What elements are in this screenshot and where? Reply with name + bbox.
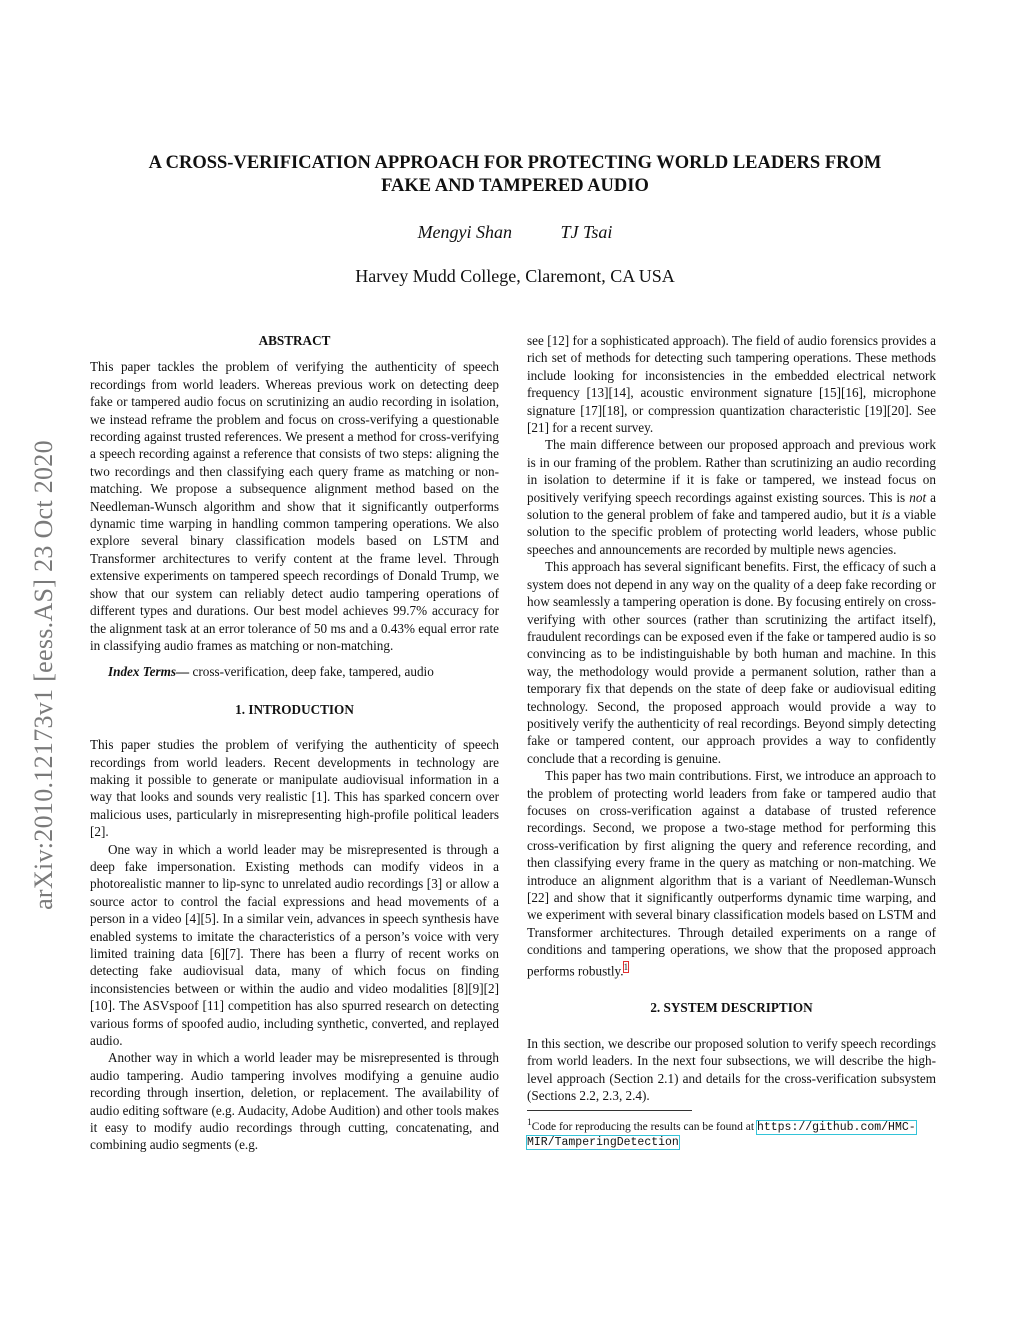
right-column [527,332,936,1150]
intro-paragraph-1: This paper studies the problem of verifying the authenticity of speech recordings from world leaders. Recent developments in technology are making it possible to generate or manipulate audiovisual information in a way that looks and sounds very realistic [1]. This has sparked concern over malicious uses, particularly in misrepresenting high-profile political leaders [2]. [90,737,499,840]
paper-title [100,152,930,198]
affiliation: Harvey Mudd College, Claremont, CA USA [355,266,675,286]
system-heading: 2. SYSTEM DESCRIPTION [650,1000,813,1016]
system-paragraph-1: In this section, we describe our proposed solution to verify speech recordings from world leaders. In the next four subsections, we will describe the high-level approach (Section 2.1) and details for the cross-verification subsystem (Sections 2.2, 2.3, 2.4). [527,1035,936,1104]
footnote-rule [527,1110,692,1111]
intro-paragraph-6 [527,767,936,979]
p4-part-c: a viable solution to the specific problem of protecting world leaders, whose public speeches and announcements are recorded by multiple news agencies. [527,507,936,557]
footnote-text: Code for reproducing the results can be found at [531,1121,757,1134]
footnote-number: 1 [527,1117,532,1129]
footnote [527,1115,936,1150]
footnote-url-link[interactable]: https://github.com/HMC-MIR/TamperingDetection [527,1121,916,1150]
p4-emph-not: not [909,489,927,505]
index-terms [90,663,499,680]
intro-paragraph-3-continued: see [12] for a sophisticated approach). The field of audio forensics provides a rich set of methods for detecting such tampering operations. These methods include looking for inconsistencies in the embedded electrical network frequency [13][14], acoustic environment signature [15][16], microphone signature [17][18], or compression quantization characteristic [19][20]. See [21] for a recent survey. [527,333,936,436]
arxiv-stamp [22,345,66,1005]
p6-text: This paper has two main contributions. First, we introduce an approach to the problem of protecting world leaders from fake or tampered audio that focuses on cross-verification against a database of trusted reference recordings. Second, we propose a two-stage method for performing this cross-verification by first aligning the query and reference recording, and then classifying every frame in the query as matching or non-matching. We introduce an alignment algorithm that is a variant of Needleman-Wunsch [22] and show that it significantly outperforms dynamic time warping, and we experiment with several binary classification models based on LSTM and Transformer architectures. Through detailed experiments on a range of conditions and tampering operations, we show that the proposed approach performs robustly. [527,768,936,979]
p4-part-a: The main difference between our proposed approach and previous work is in our framing of the problem. Rather than scrutinizing an audio recording in isolation to determine if it is fake or tampered, we instead focus on positively verifying speech recordings against existing sources. This is [527,437,936,505]
left-column [90,332,499,1154]
intro-paragraph-3: Another way in which a world leader may be misrepresented is through audio tampering. Audio tampering involves modifying a genuine audio recording through insertion, deletion, or replacement. The availability of audio editing software (e.g. Audacity, Adobe Audition) and other tools makes it easy to modify audio recordings through cutting, concatenating, and combining audio segments (e.g. [90,1050,499,1153]
authors [100,222,930,243]
abstract-text: This paper tackles the problem of verifying the authenticity of speech recordings from world leaders. Whereas previous work on detecting deep fake or tampered audio focus on scrutinizing an audio recording in isolation, we instead reframe the problem and focus on cross-verifying a questionable recording against trusted references. We present a method for cross-verifying a speech recording against a reference that consists of two steps: aligning the two recordings and then classifying each query frame as matching or non-matching. We propose a subsequence alignment method based on the Needleman-Wunsch algorithm and show that it significantly outperforms dynamic time warping in handling common tampering operations. We also explore several binary classification models based on LSTM and Transformer architectures to verify content at the frame level. Through extensive experiments on tampered speech recordings of Donald Trump, we show that our system can reliably detect audio tampering operations of different types and durations. Our best model achieves 99.7% accuracy for the alignment task at an error tolerance of 50 ms and a 0.43% equal error rate in classifying audio frames as matching or non-matching. [90,359,499,653]
index-terms-label: Index Terms— [108,664,190,680]
intro-paragraph-4 [527,436,936,558]
abstract-heading: ABSTRACT [258,333,331,348]
p4-emph-is: is [881,507,891,523]
paper-title-line-1: A CROSS-VERIFICATION APPROACH FOR PROTECTING WORLD LEADERS FROM [148,153,882,173]
paper-title-line-2: FAKE AND TAMPERED AUDIO [381,176,649,196]
intro-paragraph-5: This approach has several significant benefits. First, the efficacy of such a system does not depend in any way on the quality of a deep fake recording or how seamlessly a tampering operation is done. By focusing entirely on cross-verifying with other sources (rather than scrutinizing the artifact itself), fraudulent recordings can be exposed even if the fake or tampered audio is so convincing as to be indistinguishable by both human and machine. In this way, the methodology would provide a permanent solution, rather than a temporary fix that depends on the state of deep fake or audiovisual editing technology. Second, the proposed approach would provide a way to positively verify the authenticity of real recordings. Beyond simply detecting fake or tampered content, our approach provides a way to confidently conclude that a recording is genuine. [527,559,936,766]
author-2: TJ Tsai [560,222,613,242]
author-1: Mengyi Shan [417,222,513,242]
intro-paragraph-2: One way in which a world leader may be misrepresented is through a deep fake impersonation. Existing methods can modify videos in a photorealistic manner to lip-sync to unrelated audio recordings [3] or allow a source actor to control the facial expressions and head movements of a person in a video [4][5]. In a similar vein, advances in speech synthesis have enabled systems to imitate the characteristics of a person’s voice with very limited training data [6][7]. There has been a flurry of recent works on detecting fake audiovisual data, many of which focus on finding inconsistencies between or within the audio and video modalities [8][9][2][10]. The ASVspoof [11] competition has also spurred research on detecting various forms of spoofed audio, including synthetic, converted, and replayed audio. [90,841,499,1049]
index-terms-list: cross-verification, deep fake, tampered, audio [189,664,434,680]
p4-part-b: a solution to the general problem of fake and tampered audio, but it [527,489,937,523]
footnote-marker-link[interactable]: 1 [623,961,629,972]
intro-heading: 1. INTRODUCTION [235,701,354,717]
arxiv-stamp-text: arXiv:2010.12173v1 [eess.AS] 23 Oct 2020 [29,440,58,910]
